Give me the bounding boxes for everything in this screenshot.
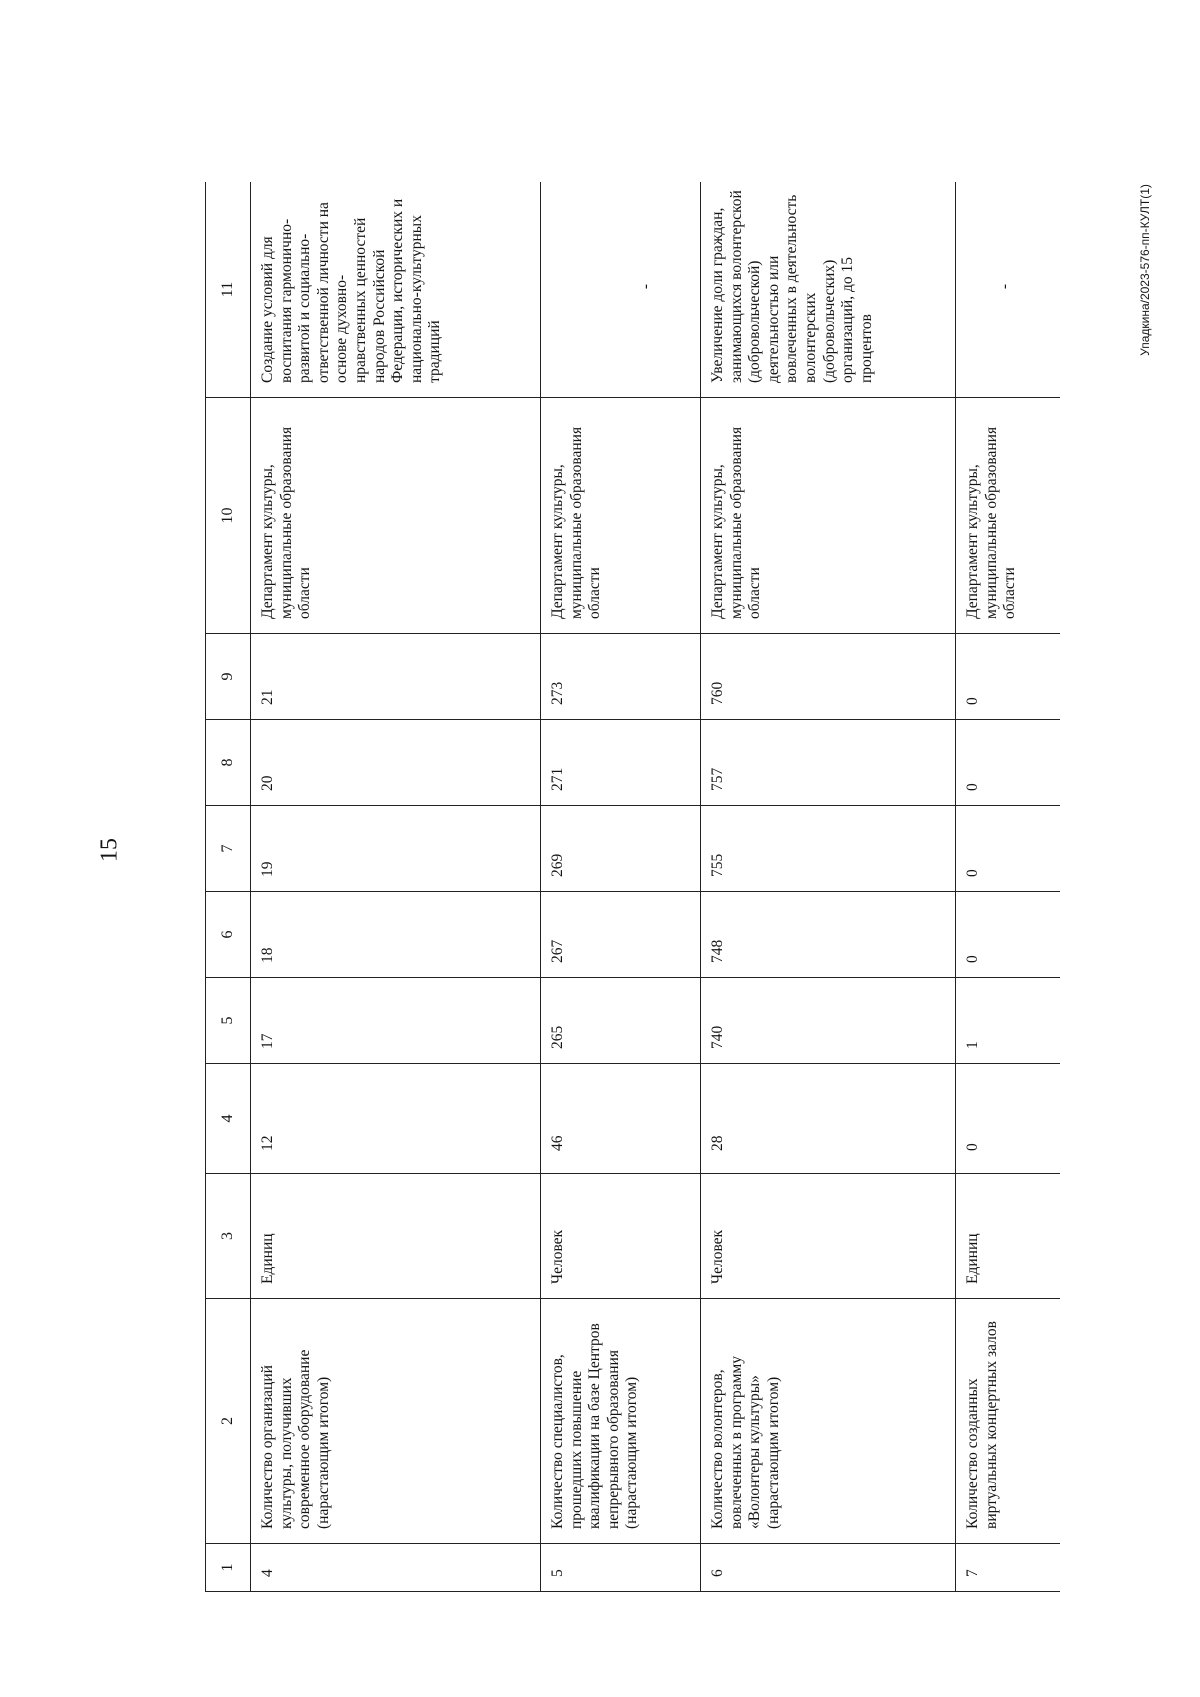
year-value: 1 [956,978,1061,1064]
table-row [956,182,1061,1592]
column-header: 6 [206,892,251,978]
column-header: 8 [206,720,251,806]
result-cell: Создание условий для воспитания гармонично-развитой и социально-ответственной личности на основе духовно-нравственных ценностей народов Российской Федерации, исторических и национально-культурных традиций [251,182,541,398]
year-value: 265 [541,978,701,1064]
base-value: 46 [541,1064,701,1174]
year-value: 267 [541,892,701,978]
year-value: 19 [251,806,541,892]
base-value: 0 [956,1064,1061,1174]
indicator-name: Количество волонтеров, вовлеченных в программу «Волонтеры культуры» (нарастающим итогом) [701,1299,956,1544]
responsible-cell: Департамент культуры, муниципальные образования области [956,398,1061,634]
row-number: 6 [701,1544,956,1592]
year-value: 0 [956,892,1061,978]
header-row [206,182,251,1592]
year-value: 748 [701,892,956,978]
column-header: 4 [206,1064,251,1174]
row-number: 5 [541,1544,701,1592]
row-number: 7 [956,1544,1061,1592]
unit-cell: Человек [541,1174,701,1299]
year-value: 0 [956,720,1061,806]
year-value: 0 [956,806,1061,892]
rotated-table-container [205,182,1060,1592]
year-value: 760 [701,634,956,720]
column-header: 5 [206,978,251,1064]
year-value: 0 [956,634,1061,720]
column-header: 3 [206,1174,251,1299]
year-value: 757 [701,720,956,806]
year-value: 271 [541,720,701,806]
document-id: Упадкина/2023-576-пп-КУЛТ(1) [1138,184,1152,356]
indicator-name: Количество специалистов, прошедших повышение квалификации на базе Центров непрерывного образования (нарастающим итогом) [541,1299,701,1544]
column-header: 11 [206,182,251,398]
column-header: 7 [206,806,251,892]
indicator-name: Количество организаций культуры, получивших современное оборудование (нарастающим итогом) [251,1299,541,1544]
column-header: 9 [206,634,251,720]
table-rotator [205,182,1060,1592]
table-row [251,182,541,1592]
result-cell: - [956,182,1061,398]
result-cell: Увеличение доли граждан, занимающихся волонтерской (добровольческой) деятельностью или вовлеченных в деятельность волонтерских (добровольческих) организаций, до 15 процентов [701,182,956,398]
unit-cell: Человек [701,1174,956,1299]
column-header: 10 [206,398,251,634]
table-row [701,182,956,1592]
year-value: 17 [251,978,541,1064]
base-value: 12 [251,1064,541,1174]
row-number: 4 [251,1544,541,1592]
column-header: 2 [206,1299,251,1544]
column-header: 1 [206,1544,251,1592]
year-value: 755 [701,806,956,892]
result-cell: - [541,182,701,398]
unit-cell: Единиц [956,1174,1061,1299]
table-row [541,182,701,1592]
year-value: 18 [251,892,541,978]
indicator-name: Количество созданных виртуальных концертных залов [956,1299,1061,1544]
responsible-cell: Департамент культуры, муниципальные образования области [541,398,701,634]
year-value: 740 [701,978,956,1064]
responsible-cell: Департамент культуры, муниципальные образования области [701,398,956,634]
indicators-table [205,182,1060,1592]
year-value: 269 [541,806,701,892]
page-number: 15 [96,838,123,862]
year-value: 273 [541,634,701,720]
responsible-cell: Департамент культуры, муниципальные образования области [251,398,541,634]
year-value: 20 [251,720,541,806]
unit-cell: Единиц [251,1174,541,1299]
year-value: 21 [251,634,541,720]
base-value: 28 [701,1064,956,1174]
